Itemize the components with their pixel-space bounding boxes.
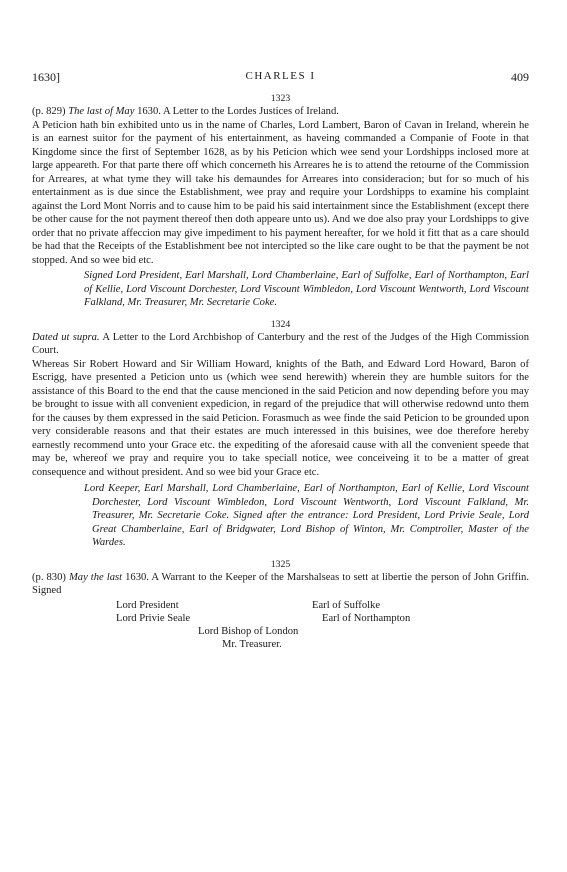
- entry-body: Whereas Sir Robert Howard and Sir William Howard, knights of the Bath, and Edward Lord Howard, Baron of Escrigg, have presented a Peticion unto us (which wee send herewith) wherein they are humble suitors for the assistance of this Board to the end that the cause mencioned in the said Peticion and now depending before you may be brought to issue with all convenient expedicion, in regard of the prejudice that will otherwise redownd unto them for the causes by them expressed in the said Peticion. Forasmuch as wee finde the said Peticion to be grounded upon very considerable reasons and that their estates are much interessed in this buisines, wee doe therefore hereby earnestly recommend unto your Grace etc. the expediting of the aforesaid cause with all the convenient speede that may be, whereof we pray and require you to take speciall notice, wee conceiveing it to be a matter of great consequence and without president. And so wee bid your Grace etc.: [32, 358, 529, 478]
- entry-title: A Warrant to the Keeper of the Marshalseas to sett at libertie the person of John Griffin. Signed: [32, 571, 529, 596]
- entry-date: Dated ut supra.: [32, 331, 100, 343]
- entry-number: 1323: [270, 93, 291, 104]
- document-body: [32, 92, 529, 654]
- entry-signatures: Signed Lord President, Earl Marshall, Lord Chamberlaine, Earl of Suffolke, Earl of Northampton, Earl of Kellie, Lord Viscount Dorchester, Lord Viscount Wimbledon, Lord Viscount Wentworth, Lord Viscount Falkland, Mr. Treasurer, Mr. Secretarie Coke.: [84, 270, 529, 308]
- signatory: Lord Bishop of London: [198, 625, 299, 637]
- entry-number: 1325: [270, 558, 291, 570]
- entry-heading: [32, 571, 529, 598]
- entry-year: 1630.: [134, 106, 161, 117]
- page-number: 409: [511, 70, 529, 84]
- entry-title: A Letter to the Lord Archbishop of Canterbury and the rest of the Judges of the High Commission Court.: [32, 331, 529, 356]
- signatory: Earl of Northampton: [322, 612, 411, 624]
- page-reference: (p. 830): [32, 571, 66, 583]
- entry-heading: [32, 331, 529, 358]
- entry-date: May the last: [68, 571, 123, 583]
- entry-year: 1630.: [122, 571, 149, 583]
- entry-body: A Peticion hath bin exhibited unto us in the name of Charles, Lord Lambert, Baron of Cavan in Ireland, wherein he is an earnest suitor for the payment of his entertainment, as haveing commanded a Companie of Foote in that Kingdome since the first of September 1628, as by his Peticion which wee send your Lordshipps inclosed more at large appeareth. For that parte there off which concerneth his Arreares he is to attend the retourne of the Commission for Arreares, at what tyme they will take his demaundes for Arreares into consideracion; but for so much of his entertainment as is due since the Establishment, wee pray and require your Lordshipps to examine his complaint against the Lord Mont Norris and to cause him to be paid his said intertainment since the Establishment (except there be other cause for the not payment thereof then doth appeare unto us). And we doe also pray your Lordshipps to give order that no private affeccion may give impediment to his payment hereafter, for we hold it fitt that as a care should be had that the Receipts of the Establishment bee not intercipted so the like care ought to be that the payment be not stopped. And so wee bid etc.: [32, 119, 529, 266]
- entry-number: 1324: [270, 318, 291, 330]
- signatory: Lord President: [116, 599, 179, 611]
- entry-title: A Letter to the Lordes Justices of Ireland.: [160, 106, 339, 117]
- running-head-year: 1630]: [32, 70, 60, 84]
- signatory: Mr. Treasurer.: [222, 638, 282, 650]
- entry-date: The last of May: [68, 106, 135, 117]
- signatory: Lord Privie Seale: [116, 612, 191, 624]
- signatory: Earl of Suffolke: [312, 599, 381, 611]
- running-head-title: CHARLES I: [245, 70, 316, 82]
- signatory-list: [32, 598, 529, 654]
- entry-heading: [32, 105, 529, 119]
- running-head: [32, 70, 529, 86]
- page-reference: (p. 829): [32, 106, 66, 117]
- entry-signatures: Lord Keeper, Earl Marshall, Lord Chamberlaine, Earl of Northampton, Earl of Kellie, Lord Viscount Dorchester, Lord Viscount Wimbledon, Lord Viscount Wentworth, Lord Viscount Falkland, Mr. Treasurer, Mr. Secretarie Coke. Signed after the entrance: Lord President, Lord Privie Seale, Lord Great Chamberlaine, Earl of Bridgwater, Lord Bishop of Winton, Mr. Comptroller, Master of the Wardes.: [84, 483, 529, 548]
